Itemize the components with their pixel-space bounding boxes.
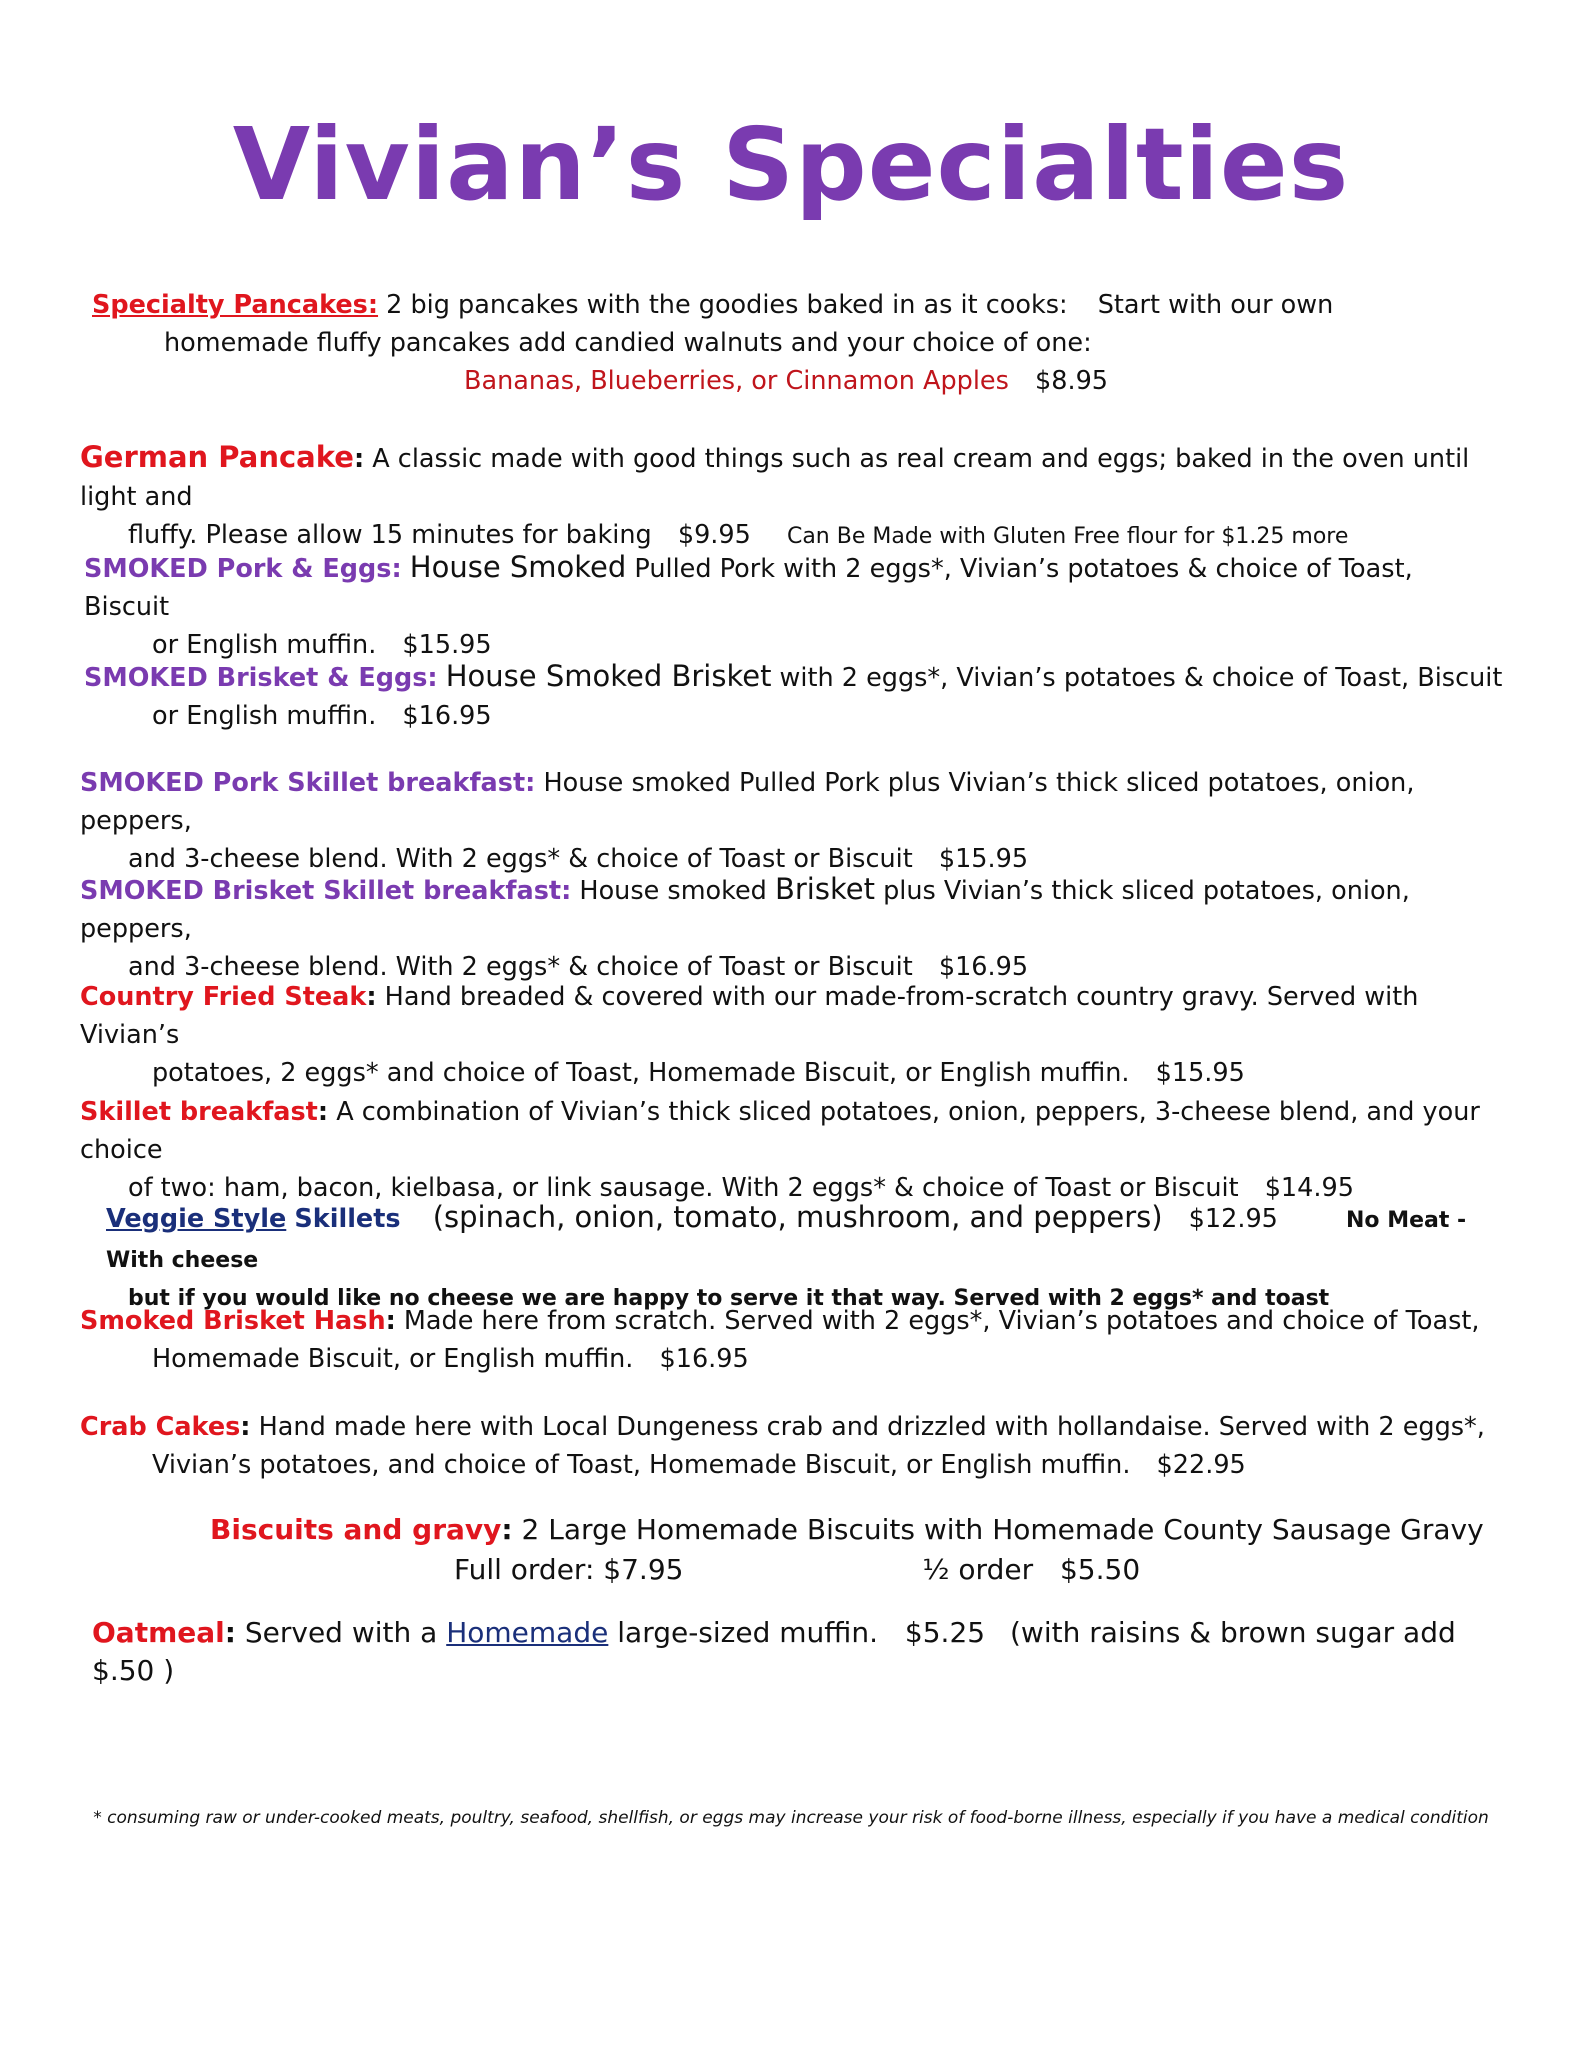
item-desc: A combination of Vivian’s thick sliced potatoes, onion, peppers, 3-cheese blend, and your choice [80, 1097, 1480, 1165]
menu-item-smoked-brisket-skillet [80, 870, 1500, 986]
item-name: Oatmeal [92, 1616, 225, 1649]
full-order-price: $7.95 [603, 1553, 684, 1586]
item-price: $15.95 [402, 630, 492, 660]
item-desc: large-sized muffin. [617, 1616, 879, 1649]
item-name: SMOKED Pork & Eggs: [84, 554, 402, 584]
menu-item-crab-cakes: Crab Cakes: Hand made here with Local Dungeness crab and drizzled with hollandaise. Served with 2 eggs*, Vivian’s potatoes, and choice of Toast, Homemade Biscuit, or English muffin. $22.95 [80, 1412, 1485, 1480]
menu-item-smoked-pork-skillet [80, 764, 1500, 878]
item-price: $22.95 [1156, 1450, 1246, 1480]
item-name: Crab Cakes [80, 1412, 241, 1442]
item-desc: A classic made with good things such as real cream and eggs; baked in the oven until light and [80, 444, 1470, 512]
item-note: No Meat - With cheese [106, 1208, 1467, 1273]
item-desc: or English muffin. [152, 630, 377, 660]
item-name: Skillet breakfast [80, 1097, 318, 1127]
item-highlight: House Smoked [409, 550, 627, 584]
menu-item-skillet-breakfast: Skillet breakfast: A combination of Vivian’s thick sliced potatoes, onion, peppers, 3-cheese blend, and your choice of two: ham, bacon, kielbasa, or link sausage. With 2 eggs* & choice of Toast or Biscuit $14.95 [80, 1097, 1480, 1203]
item-desc: Start with our own [1097, 290, 1334, 320]
menu-item-biscuits-gravy: Biscuits and gravy: 2 Large Homemade Biscuits with Homemade County Sausage Gravy Full order: $7.95 ½ order $5.50 [210, 1513, 1484, 1586]
item-desc: 2 Large Homemade Biscuits with Homemade County Sausage Gravy [521, 1513, 1484, 1546]
menu-item-specialty-pancakes [92, 286, 1512, 400]
item-desc: fluffy. Please allow 15 minutes for baking [128, 520, 652, 550]
item-desc: with 2 eggs*, Vivian’s potatoes & choice of Toast, Biscuit [779, 663, 1503, 693]
item-note: but if you would like no cheese we are happy to serve it that way. Served with 2 eggs* and toast [128, 1286, 1330, 1311]
menu-item-veggie-skillets [106, 1198, 1526, 1318]
item-price: $15.95 [938, 844, 1029, 874]
item-price: $16.95 [938, 952, 1029, 982]
item-name: SMOKED Pork Skillet breakfast: [80, 768, 536, 798]
item-note: (with raisins & brown sugar add $.50 ) [92, 1616, 1456, 1687]
item-name: Biscuits and gravy [210, 1513, 502, 1546]
menu-item-oatmeal: Oatmeal: Served with a Homemade large-sized muffin. $5.25 (with raisins & brown sugar add $.50 ) [92, 1616, 1456, 1687]
half-order-label: ½ order [922, 1553, 1034, 1586]
item-desc: and 3-cheese blend. With 2 eggs* & choice of Toast or Biscuit [128, 952, 913, 982]
item-highlight: Homemade [446, 1616, 609, 1649]
item-price: $15.95 [1155, 1058, 1245, 1088]
item-note: Can Be Made with Gluten Free flour for $1.25 more [786, 524, 1349, 549]
item-name: Veggie Style [106, 1204, 287, 1234]
item-desc: (spinach, onion, tomato, mushroom, and peppers) [432, 1200, 1163, 1234]
item-desc: homemade fluffy pancakes add candied walnuts and your choice of one: [164, 328, 1092, 358]
item-name: German Pancake [80, 440, 354, 474]
menu-item-smoked-brisket-eggs [84, 657, 1504, 735]
full-order-label: Full order: [454, 1553, 595, 1586]
item-desc: potatoes, 2 eggs* and choice of Toast, Homemade Biscuit, or English muffin. [152, 1058, 1130, 1088]
item-price: $8.95 [1035, 366, 1109, 396]
menu-item-smoked-brisket-hash: Smoked Brisket Hash: Made here from scratch. Served with 2 eggs*, Vivian’s potatoes and choice of Toast, Homemade Biscuit, or English muffin. $16.95 [80, 1306, 1480, 1374]
item-desc: of two: ham, bacon, kielbasa, or link sausage. With 2 eggs* & choice of Toast or Biscuit [128, 1173, 1239, 1203]
item-price: $5.25 [904, 1616, 986, 1649]
item-desc: Made here from scratch. Served with 2 eggs*, Vivian’s potatoes and choice of Toast, [403, 1306, 1480, 1336]
item-desc: plus Vivian’s thick sliced potatoes, onion, peppers, [80, 876, 1410, 944]
menu-item-smoked-pork-eggs [84, 548, 1504, 664]
item-desc: Homemade Biscuit, or English muffin. [152, 1344, 634, 1374]
item-desc: Served with a [244, 1616, 438, 1649]
item-price: $16.95 [402, 701, 492, 731]
item-price: $12.95 [1188, 1204, 1278, 1234]
menu-item-country-fried-steak: Country Fried Steak: Hand breaded & covered with our made-from-scratch country gravy. Served with Vivian’s potatoes, 2 eggs* and choice of Toast, Homemade Biscuit, or English muffin. $15.95 [80, 982, 1419, 1088]
item-name: Country Fried Steak [80, 982, 367, 1012]
page-title: Vivian’s Specialties [232, 106, 1350, 223]
item-name: SMOKED Brisket & Eggs: [84, 663, 438, 693]
item-highlight: House Smoked Brisket [445, 659, 772, 693]
menu-item-german-pancake: German Pancake: A classic made with good things such as real cream and eggs; baked in the oven until light and fluffy. Please allow 15 minutes for baking $9.95 Can Be Made with Gluten Free flour for $1.25 more [80, 440, 1470, 550]
item-desc: Hand breaded & covered with our made-from-scratch country gravy. Served with Vivian’s [80, 982, 1419, 1050]
item-options: Bananas, Blueberries, or Cinnamon Apples [464, 366, 1009, 396]
item-desc: or English muffin. [152, 701, 377, 731]
item-name: Specialty Pancakes: [92, 290, 379, 320]
item-name: Skillets [294, 1204, 401, 1234]
item-desc: and 3-cheese blend. With 2 eggs* & choice of Toast or Biscuit [128, 844, 913, 874]
item-highlight: Brisket [774, 872, 875, 906]
item-desc: 2 big pancakes with the goodies baked in as it cooks: [386, 290, 1068, 320]
item-desc: Hand made here with Local Dungeness crab and drizzled with hollandaise. Served with 2 eggs*, [258, 1412, 1485, 1442]
item-desc: Vivian’s potatoes, and choice of Toast, Homemade Biscuit, or English muffin. [152, 1450, 1131, 1480]
item-desc: Pulled Pork with 2 eggs*, Vivian’s potatoes & choice of Toast, Biscuit [84, 554, 1413, 622]
item-name: Smoked Brisket Hash [80, 1306, 386, 1336]
item-desc: House smoked [579, 876, 767, 906]
item-price: $16.95 [659, 1344, 749, 1374]
disclaimer: * consuming raw or under-cooked meats, poultry, seafood, shellfish, or eggs may increase your risk of food-borne illness, especially if you have a medical condition [93, 1808, 1489, 1828]
item-price: $9.95 [677, 520, 751, 550]
item-desc: House smoked Pulled Pork plus Vivian’s thick sliced potatoes, onion, peppers, [80, 768, 1415, 836]
half-order-price: $5.50 [1059, 1553, 1141, 1586]
item-name: SMOKED Brisket Skillet breakfast: [80, 876, 572, 906]
item-price: $14.95 [1264, 1173, 1354, 1203]
